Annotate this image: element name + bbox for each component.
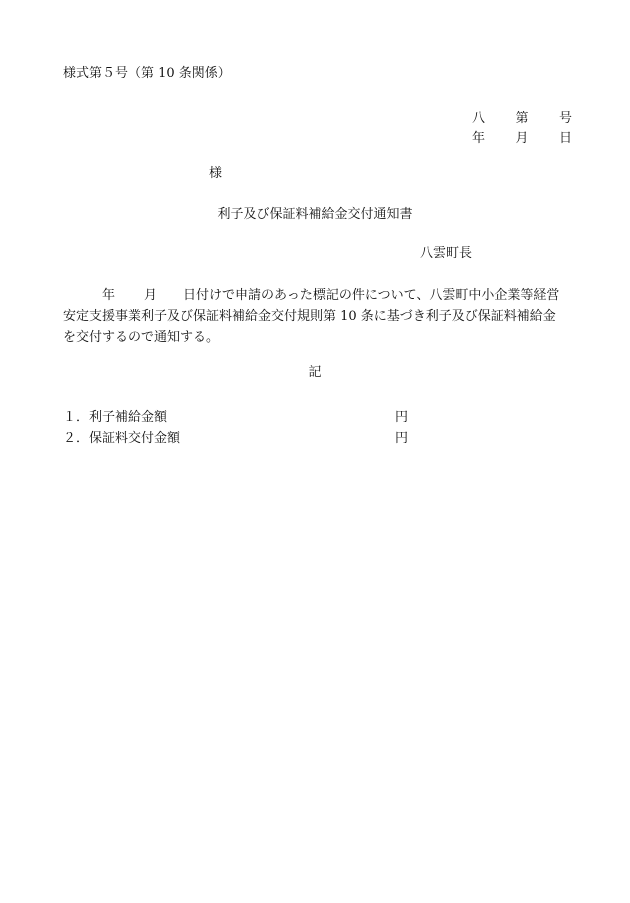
- reference-suffix: 号: [558, 111, 572, 126]
- body-month-label: 月: [144, 288, 158, 303]
- issue-date: [472, 127, 572, 146]
- item-unit: 円: [395, 410, 409, 425]
- item-unit: 円: [395, 431, 409, 446]
- form-number: 様式第５号（第 10 条関係）: [63, 66, 231, 81]
- body-line-2: 安定支援事業利子及び保証料補給金交付規則第 10 条に基づき利子及び保証料補給金: [63, 309, 556, 324]
- body-line-1: [63, 285, 569, 306]
- body-line-1-rest: 日付けで申請のあった標記の件について、八雲町中小企業等経営: [183, 288, 560, 303]
- ki-heading: 記: [308, 365, 322, 380]
- date-month: 月: [515, 131, 529, 146]
- reference-prefix: 八: [472, 111, 486, 126]
- body-year-label: 年: [102, 288, 116, 303]
- issuer: 八雲町長: [420, 246, 473, 261]
- document-title: 利子及び保証料補給金交付通知書: [217, 207, 413, 222]
- reference-middle: 第: [515, 111, 529, 126]
- item-label: １．利子補給金額: [63, 410, 168, 425]
- date-year: 年: [472, 131, 486, 146]
- body-text: [63, 285, 569, 348]
- date-day: 日: [558, 131, 572, 146]
- body-line-3: を交付するので通知する。: [63, 330, 220, 345]
- item-label: ２．保証料交付金額: [63, 431, 181, 446]
- reference-number: [472, 107, 572, 126]
- addressee: 様: [209, 166, 223, 181]
